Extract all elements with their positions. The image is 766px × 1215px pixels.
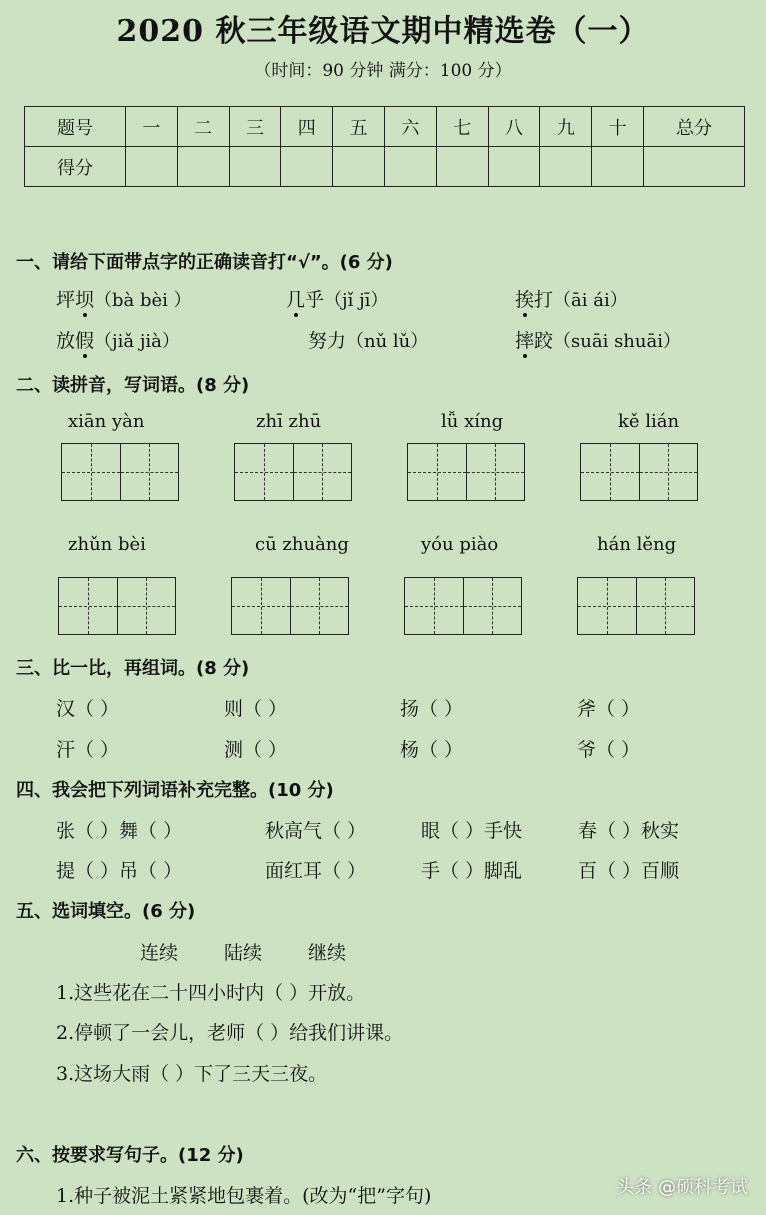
writing-grid[interactable] [234,443,352,501]
score-blank-cell[interactable] [333,147,385,187]
score-blank-cell[interactable] [436,147,488,187]
writing-grid[interactable] [404,577,522,635]
score-cell: 四 [281,107,333,147]
compare-item[interactable]: 爷（ ） [577,739,641,761]
dotted-char: 摔 [515,330,535,352]
word-part: 放 [56,330,76,352]
section5-heading: 五、选词填空。(6 分) [16,901,196,922]
writing-grid[interactable] [580,443,698,501]
writing-grid[interactable] [407,443,525,501]
reading-item[interactable] [515,326,681,353]
idiom-item[interactable]: 百（ ）百顺 [578,860,680,882]
idiom-item[interactable]: 秋高气（ ） [265,820,367,842]
idiom-item[interactable]: 春（ ）秋实 [578,820,680,842]
compare-item[interactable]: 测（ ） [224,739,288,761]
compare-item[interactable]: 汗（ ） [56,739,120,761]
score-blank-cell[interactable] [281,147,333,187]
score-cell: 六 [384,107,436,147]
pinyin-label: kě lián [618,411,680,432]
dotted-char: 坝 [75,289,95,311]
pinyin-label: zhǔn bèi [68,534,146,555]
score-cell: 二 [177,107,229,147]
page-title: 2020 秋三年级语文期中精选卷（一） [116,14,650,49]
score-cell: 七 [436,107,488,147]
score-cell: 八 [488,107,540,147]
score-blank-cell[interactable] [488,147,540,187]
writing-grid[interactable] [577,577,695,635]
word-part: 坪 [56,289,76,311]
pinyin-label: lǚ xíng [441,411,504,432]
section6-heading: 六、按要求写句子。(12 分) [16,1145,244,1166]
word-part: 努力 [308,330,347,352]
score-cell: 一 [125,107,177,147]
reading-options: （āi ái） [553,290,628,311]
watermark: 头条 @硕科考试 [616,1177,748,1198]
dotted-char: 假 [75,330,95,352]
reading-options: （jǐ jī） [324,290,389,311]
pinyin-label: zhī zhū [256,411,322,432]
reading-item[interactable] [308,326,428,353]
writing-grid[interactable] [58,577,176,635]
pinyin-label: yóu piào [421,534,499,555]
reading-options: （bà bèi ） [94,290,192,311]
compare-item[interactable]: 扬（ ） [400,698,464,720]
compare-item[interactable]: 则（ ） [224,698,288,720]
score-label-cell: 得分 [25,147,126,187]
section3-heading: 三、比一比，再组词。(8 分) [16,658,250,679]
section1-heading: 一、请给下面带点字的正确读音打“√”。(6 分) [16,252,393,273]
word-part: 乎 [305,289,325,311]
pinyin-label: xiān yàn [68,411,145,432]
word-choice: 陆续 [224,942,263,964]
writing-grid[interactable] [61,443,179,501]
section4-heading: 四、我会把下列词语补充完整。(10 分) [16,780,334,801]
score-table-score-row [25,147,745,187]
word-part: 跤 [534,330,554,352]
reading-options: （suāi shuāi） [553,331,681,352]
score-blank-cell[interactable] [125,147,177,187]
section2-heading: 二、读拼音，写词语。(8 分) [16,375,250,396]
writing-grid[interactable] [231,577,349,635]
word-choice: 继续 [308,942,347,964]
score-cell: 三 [229,107,281,147]
score-blank-cell[interactable] [177,147,229,187]
score-table-header-row [25,107,745,147]
reading-item[interactable] [286,285,388,312]
idiom-item[interactable]: 手（ ）脚乱 [421,860,523,882]
score-cell: 总分 [644,107,745,147]
exam-info: （时间：90 分钟 满分：100 分） [254,61,512,81]
idiom-item[interactable]: 眼（ ）手快 [421,820,523,842]
score-blank-cell[interactable] [644,147,745,187]
pinyin-label: hán lěng [597,534,677,555]
word-part: 打 [534,289,554,311]
score-table [24,106,745,187]
word-choice: 连续 [140,942,179,964]
compare-item[interactable]: 杨（ ） [400,739,464,761]
rewrite-sentence: 1.种子被泥土紧紧地包裹着。(改为“把”字句) [56,1185,432,1207]
fill-sentence[interactable]: 2.停顿了一会儿，老师（ ）给我们讲课。 [56,1022,404,1044]
reading-options: （jiǎ jià） [94,331,180,352]
fill-sentence[interactable]: 1.这些花在二十四小时内（ ）开放。 [56,982,366,1004]
reading-options: （nǔ lǔ） [346,331,429,352]
dotted-char: 几 [286,289,306,311]
score-blank-cell[interactable] [229,147,281,187]
score-blank-cell[interactable] [384,147,436,187]
reading-item[interactable] [56,326,180,353]
score-blank-cell[interactable] [592,147,644,187]
idiom-item[interactable]: 提（ ）吊（ ） [56,860,183,882]
reading-item[interactable] [515,285,628,312]
fill-sentence[interactable]: 3.这场大雨（ ）下了三天三夜。 [56,1063,328,1085]
score-cell: 十 [592,107,644,147]
idiom-item[interactable]: 张（ ）舞（ ） [56,820,183,842]
score-cell: 题号 [25,107,126,147]
score-cell: 五 [333,107,385,147]
idiom-item[interactable]: 面红耳（ ） [265,860,367,882]
compare-item[interactable]: 斧（ ） [577,698,641,720]
pinyin-label: cū zhuàng [255,534,349,555]
score-cell: 九 [540,107,592,147]
reading-item[interactable] [56,285,192,312]
score-blank-cell[interactable] [540,147,592,187]
dotted-char: 挨 [515,289,535,311]
compare-item[interactable]: 汉（ ） [56,698,120,720]
